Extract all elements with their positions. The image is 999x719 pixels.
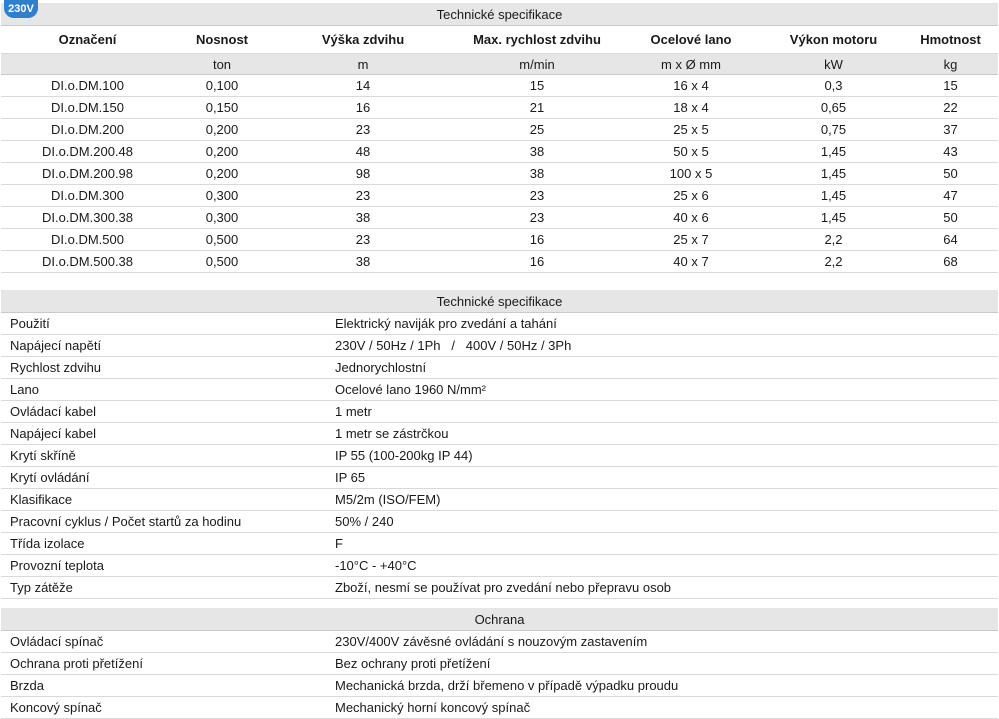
- spec-row: [1, 423, 998, 445]
- spec-label: Pracovní cyklus / Počet startů za hodinu: [1, 511, 335, 533]
- spec-value: M5/2m (ISO/FEM): [335, 489, 998, 511]
- spec-label: Třída izolace: [1, 533, 335, 555]
- spec-value: IP 55 (100-200kg IP 44): [335, 445, 998, 467]
- spec-value: Zboží, nesmí se používat pro zvedání nebo přepravu osob: [335, 577, 998, 599]
- table-row: [1, 97, 998, 119]
- table-cell: 38: [456, 141, 618, 163]
- table-cell: 25 x 6: [618, 185, 764, 207]
- spec-value: 50% / 240: [335, 511, 998, 533]
- column-header: Hmotnost: [903, 26, 998, 54]
- table-cell: 16 x 4: [618, 75, 764, 97]
- table-cell: 22: [903, 97, 998, 119]
- spec-label: Klasifikace: [1, 489, 335, 511]
- general-specs-table: [1, 290, 998, 599]
- unit-cell: ton: [174, 54, 270, 75]
- spec-value: 1 metr se zástrčkou: [335, 423, 998, 445]
- spec-label: Napájecí kabel: [1, 423, 335, 445]
- spec-row: [1, 631, 998, 653]
- spec-label: Provozní teplota: [1, 555, 335, 577]
- table-cell: 23: [270, 185, 456, 207]
- spec-value: F: [335, 533, 998, 555]
- spec-label: Použití: [1, 313, 335, 335]
- spec-value: Elektrický naviják pro zvedání a tahání: [335, 313, 998, 335]
- table-cell: DI.o.DM.150: [1, 97, 174, 119]
- table-cell: 0,150: [174, 97, 270, 119]
- table-title: Technické specifikace: [1, 290, 998, 313]
- spec-label: Napájecí napětí: [1, 335, 335, 357]
- table-row: [1, 207, 998, 229]
- table-cell: 0,75: [764, 119, 903, 141]
- spec-row: [1, 675, 998, 697]
- column-header: Nosnost: [174, 26, 270, 54]
- table-title: Technické specifikace: [1, 3, 998, 26]
- spec-label: Koncový spínač: [1, 697, 335, 719]
- spec-row: [1, 445, 998, 467]
- spec-value: Ocelové lano 1960 N/mm²: [335, 379, 998, 401]
- table-cell: 0,300: [174, 185, 270, 207]
- table-row: [1, 251, 998, 273]
- table-row: [1, 119, 998, 141]
- table-row: [1, 229, 998, 251]
- table-cell: 23: [270, 119, 456, 141]
- spec-label: Ochrana proti přetížení: [1, 653, 335, 675]
- header-row: [1, 26, 998, 54]
- table-title-row: [1, 608, 998, 631]
- column-header: Max. rychlost zdvihu: [456, 26, 618, 54]
- table-cell: 16: [270, 97, 456, 119]
- spec-row: [1, 511, 998, 533]
- spec-row: [1, 577, 998, 599]
- table-row: [1, 185, 998, 207]
- table-cell: 0,200: [174, 163, 270, 185]
- table-cell: 1,45: [764, 163, 903, 185]
- spec-row: [1, 379, 998, 401]
- spec-label: Brzda: [1, 675, 335, 697]
- table-row: [1, 141, 998, 163]
- table-cell: 38: [270, 251, 456, 273]
- table-cell: 2,2: [764, 229, 903, 251]
- specs-table: [1, 3, 998, 273]
- spec-label: Typ zátěže: [1, 577, 335, 599]
- spec-value: Bez ochrany proti přetížení: [335, 653, 998, 675]
- column-header: Výkon motoru: [764, 26, 903, 54]
- unit-cell: m: [270, 54, 456, 75]
- table-cell: 43: [903, 141, 998, 163]
- spec-row: [1, 335, 998, 357]
- table-cell: DI.o.DM.200.48: [1, 141, 174, 163]
- table-cell: 50: [903, 163, 998, 185]
- table-cell: 14: [270, 75, 456, 97]
- spec-value: 230V/400V závěsné ovládání s nouzovým zastavením: [335, 631, 998, 653]
- spec-row: [1, 489, 998, 511]
- table-cell: 98: [270, 163, 456, 185]
- table-cell: DI.o.DM.200.98: [1, 163, 174, 185]
- table-cell: 16: [456, 229, 618, 251]
- table-cell: 23: [456, 185, 618, 207]
- spec-value: Mechanický horní koncový spínač: [335, 697, 998, 719]
- table-cell: 15: [456, 75, 618, 97]
- spec-row: [1, 653, 998, 675]
- table-cell: 25 x 5: [618, 119, 764, 141]
- table-cell: 48: [270, 141, 456, 163]
- table-cell: 47: [903, 185, 998, 207]
- table-cell: 37: [903, 119, 998, 141]
- table-cell: 23: [456, 207, 618, 229]
- spec-value: 1 metr: [335, 401, 998, 423]
- spec-label: Krytí ovládání: [1, 467, 335, 489]
- table-cell: 1,45: [764, 141, 903, 163]
- table-cell: 1,45: [764, 185, 903, 207]
- spec-row: [1, 357, 998, 379]
- table-cell: 0,65: [764, 97, 903, 119]
- unit-cell: m/min: [456, 54, 618, 75]
- spec-value: Jednorychlostní: [335, 357, 998, 379]
- spec-row: [1, 401, 998, 423]
- spec-value: -10°C - +40°C: [335, 555, 998, 577]
- table-cell: DI.o.DM.300.38: [1, 207, 174, 229]
- table-cell: 23: [270, 229, 456, 251]
- protection-table: [1, 608, 998, 719]
- table-cell: 50 x 5: [618, 141, 764, 163]
- table-cell: DI.o.DM.100: [1, 75, 174, 97]
- table-cell: 40 x 7: [618, 251, 764, 273]
- table-cell: 25: [456, 119, 618, 141]
- spec-row: [1, 533, 998, 555]
- table-cell: 64: [903, 229, 998, 251]
- spec-row: [1, 313, 998, 335]
- spec-row: [1, 467, 998, 489]
- table-cell: DI.o.DM.500: [1, 229, 174, 251]
- table-cell: 50: [903, 207, 998, 229]
- table-cell: 16: [456, 251, 618, 273]
- spec-row: [1, 555, 998, 577]
- table-cell: 0,500: [174, 251, 270, 273]
- column-header: Výška zdvihu: [270, 26, 456, 54]
- table-cell: 18 x 4: [618, 97, 764, 119]
- table-row: [1, 163, 998, 185]
- spec-value: 230V / 50Hz / 1Ph / 400V / 50Hz / 3Ph: [335, 335, 998, 357]
- spec-label: Ovládací kabel: [1, 401, 335, 423]
- table-cell: 38: [270, 207, 456, 229]
- table-row: [1, 75, 998, 97]
- table-title: Ochrana: [1, 608, 998, 631]
- spec-label: Rychlost zdvihu: [1, 357, 335, 379]
- table-title-row: [1, 3, 998, 26]
- table-cell: 25 x 7: [618, 229, 764, 251]
- spec-row: [1, 697, 998, 719]
- unit-cell: kW: [764, 54, 903, 75]
- table-title-row: [1, 290, 998, 313]
- table-cell: 0,500: [174, 229, 270, 251]
- table-cell: DI.o.DM.500.38: [1, 251, 174, 273]
- table-cell: DI.o.DM.300: [1, 185, 174, 207]
- table-cell: 100 x 5: [618, 163, 764, 185]
- table-cell: DI.o.DM.200: [1, 119, 174, 141]
- column-header: Ocelové lano: [618, 26, 764, 54]
- table-cell: 0,200: [174, 119, 270, 141]
- table-cell: 15: [903, 75, 998, 97]
- table-cell: 40 x 6: [618, 207, 764, 229]
- unit-cell: m x Ø mm: [618, 54, 764, 75]
- table-cell: 0,300: [174, 207, 270, 229]
- table-cell: 38: [456, 163, 618, 185]
- spec-label: Lano: [1, 379, 335, 401]
- table-cell: 21: [456, 97, 618, 119]
- unit-cell: kg: [903, 54, 998, 75]
- table-cell: 68: [903, 251, 998, 273]
- spec-label: Ovládací spínač: [1, 631, 335, 653]
- units-row: [1, 54, 998, 75]
- table-cell: 0,200: [174, 141, 270, 163]
- column-header: Označení: [1, 26, 174, 54]
- spec-value: Mechanická brzda, drží břemeno v případě výpadku proudu: [335, 675, 998, 697]
- unit-cell: [1, 54, 174, 75]
- voltage-badge: 230V: [4, 0, 38, 18]
- table-cell: 0,100: [174, 75, 270, 97]
- spec-label: Krytí skříně: [1, 445, 335, 467]
- spec-value: IP 65: [335, 467, 998, 489]
- table-cell: 2,2: [764, 251, 903, 273]
- table-cell: 0,3: [764, 75, 903, 97]
- table-cell: 1,45: [764, 207, 903, 229]
